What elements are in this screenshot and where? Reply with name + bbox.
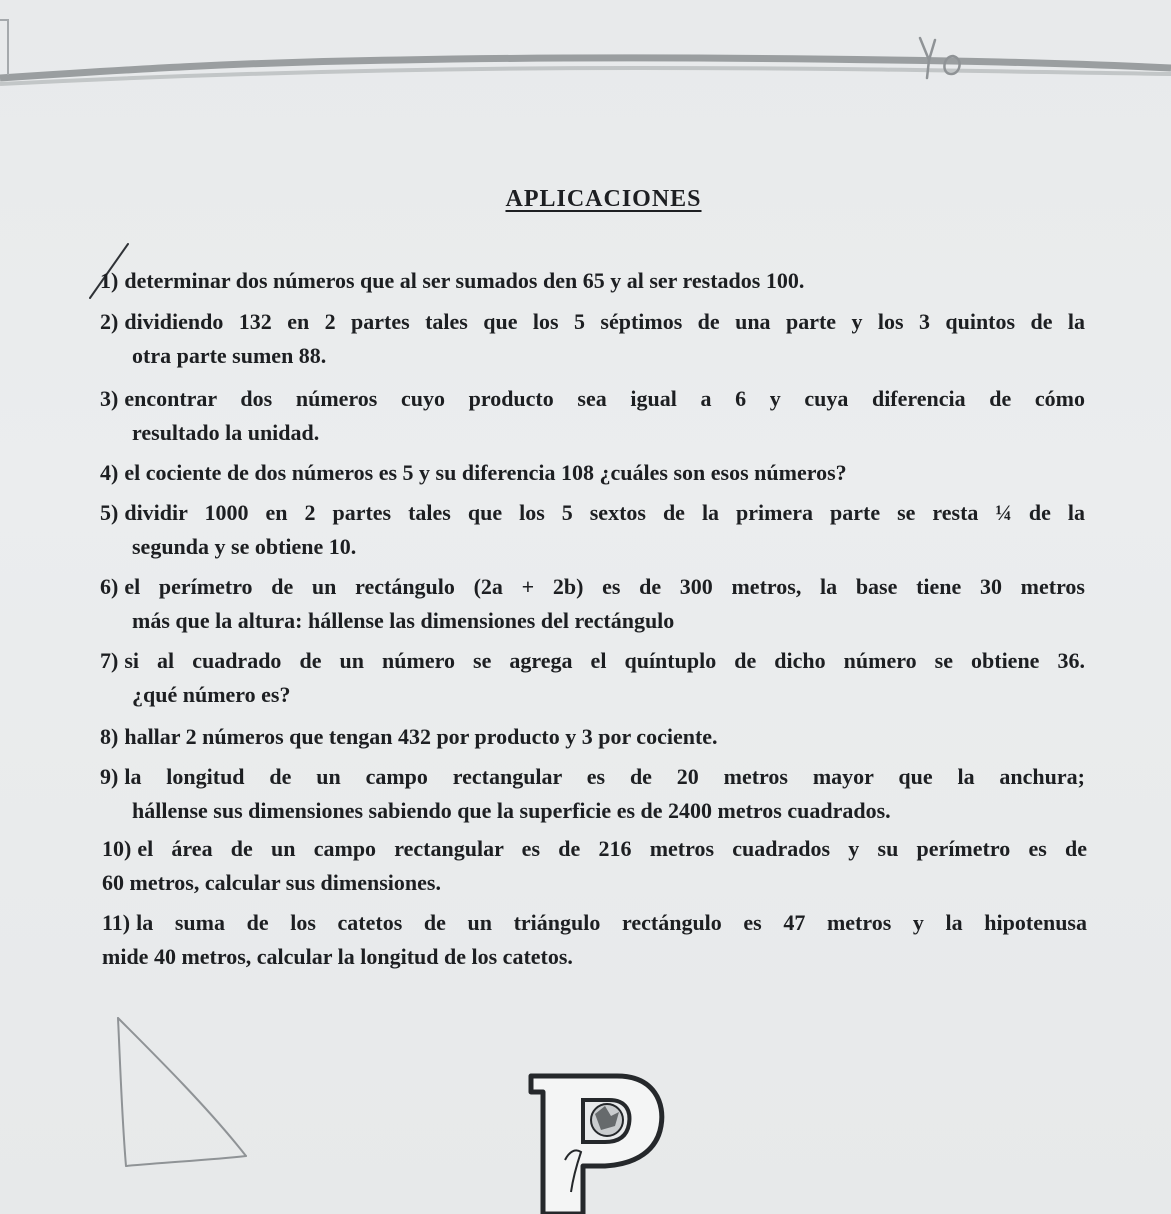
problem-10: 10) el área de un campo rectangular es de 216 metros cuadrados y su perímetro es de 60 metros, calcular sus dimensiones. xyxy=(102,836,1087,895)
problem-1: 1) determinar dos números que al ser sumados den 65 y al ser restados 100. xyxy=(100,268,805,293)
problem-5: 5) dividir 1000 en 2 partes tales que los 5 sextos de la primera parte se resta ¼ de la segunda y se obtiene 10. xyxy=(100,500,1085,559)
problem-3: 3) encontrar dos números cuyo producto sea igual a 6 y cuya diferencia de cómo resultado la unidad. xyxy=(100,386,1085,445)
problem-11: 11) la suma de los catetos de un triángulo rectángulo es 47 metros y la hipotenusa mide 40 metros, calcular la longitud de los catetos. xyxy=(102,910,1087,969)
school-logo-letter-p xyxy=(525,1068,670,1214)
worksheet-title: APLICACIONES xyxy=(505,186,702,212)
triangle-sketch xyxy=(100,1010,270,1175)
problem-2: 2) dividiendo 132 en 2 partes tales que los 5 séptimos de una parte y los 3 quintos de la otra parte sumen 88. xyxy=(100,309,1085,368)
problem-7: 7) si al cuadrado de un número se agrega el quíntuplo de dicho número se obtiene 36. ¿qué número es? xyxy=(100,648,1085,707)
problem-8: 8) hallar 2 números que tengan 432 por producto y 3 por cociente. xyxy=(100,724,718,749)
problem-6: 6) el perímetro de un rectángulo (2a + 2b) es de 300 metros, la base tiene 30 metros más que la altura: hállense las dimensiones del rectángulo xyxy=(100,574,1085,633)
problem-9: 9) la longitud de un campo rectangular es de 20 metros mayor que la anchura; hállense sus dimensiones sabiendo que la superficie es de 2400 metros cuadrados. xyxy=(100,764,1085,823)
problem-4: 4) el cociente de dos números es 5 y su diferencia 108 ¿cuáles son esos números? xyxy=(100,460,847,485)
